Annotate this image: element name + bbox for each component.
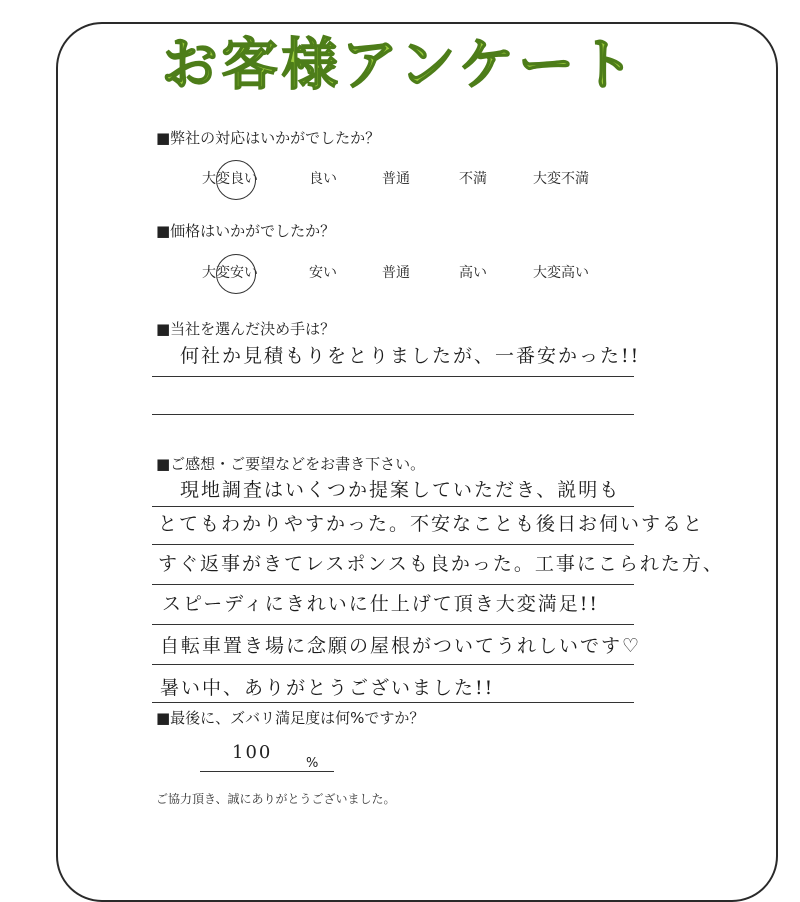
answer-line (152, 506, 634, 507)
option-service-1[interactable]: 大変良い (202, 171, 258, 187)
option-service-5[interactable]: 大変不満 (533, 171, 589, 187)
option-price-4[interactable]: 高い (459, 265, 487, 281)
survey-title: お客様アンケート (161, 33, 639, 98)
option-service-3[interactable]: 普通 (382, 171, 410, 187)
question-service: ■弊社の対応はいかがでしたか？ (156, 129, 381, 147)
satisfaction-unit: % (306, 756, 319, 771)
option-price-1[interactable]: 大変安い (202, 265, 258, 281)
selection-circle-service (216, 160, 256, 200)
comment-line-1: 現地調査はいくつか提案していただき、説明も (180, 479, 621, 501)
answer-line (152, 584, 634, 585)
answer-line (152, 376, 634, 377)
answer-line (152, 414, 634, 415)
answer-line (152, 624, 634, 625)
answer-line (152, 544, 634, 545)
option-service-2[interactable]: 良い (309, 171, 337, 187)
satisfaction-line (200, 771, 334, 772)
question-satisfaction: ■最後に、ズバリ満足度は何%ですか？ (156, 709, 425, 727)
satisfaction-value: 100 (232, 742, 273, 763)
comment-line-4: スピーディにきれいに仕上げて頂き大変満足!! (162, 593, 599, 615)
answer-line (152, 664, 634, 665)
selection-circle-price (216, 254, 256, 294)
comment-line-3: すぐ返事がきてレスポンスも良かった。工事にこられた方、 (158, 553, 724, 575)
comment-line-6: 暑い中、ありがとうございました!! (160, 677, 495, 699)
question-deciding-factor: ■当社を選んだ決め手は？ (156, 320, 336, 338)
thank-you-note: ご協力頂き、誠にありがとうございました。 (156, 792, 396, 806)
comment-line-5: 自転車置き場に念願の屋根がついてうれしいです♡ (160, 635, 642, 657)
option-price-3[interactable]: 普通 (382, 265, 410, 281)
question-price: ■価格はいかがでしたか？ (156, 222, 336, 240)
option-price-2[interactable]: 安い (309, 265, 337, 281)
answer-line (152, 702, 634, 703)
option-service-4[interactable]: 不満 (459, 171, 487, 187)
answer-deciding-factor-line-1: 何社か見積もりをとりましたが、一番安かった!! (180, 345, 641, 367)
comment-line-2: とてもわかりやすかった。不安なことも後日お伺いすると (158, 513, 705, 535)
option-price-5[interactable]: 大変高い (533, 265, 589, 281)
question-comments: ■ご感想・ご要望などをお書き下さい。 (156, 455, 426, 473)
